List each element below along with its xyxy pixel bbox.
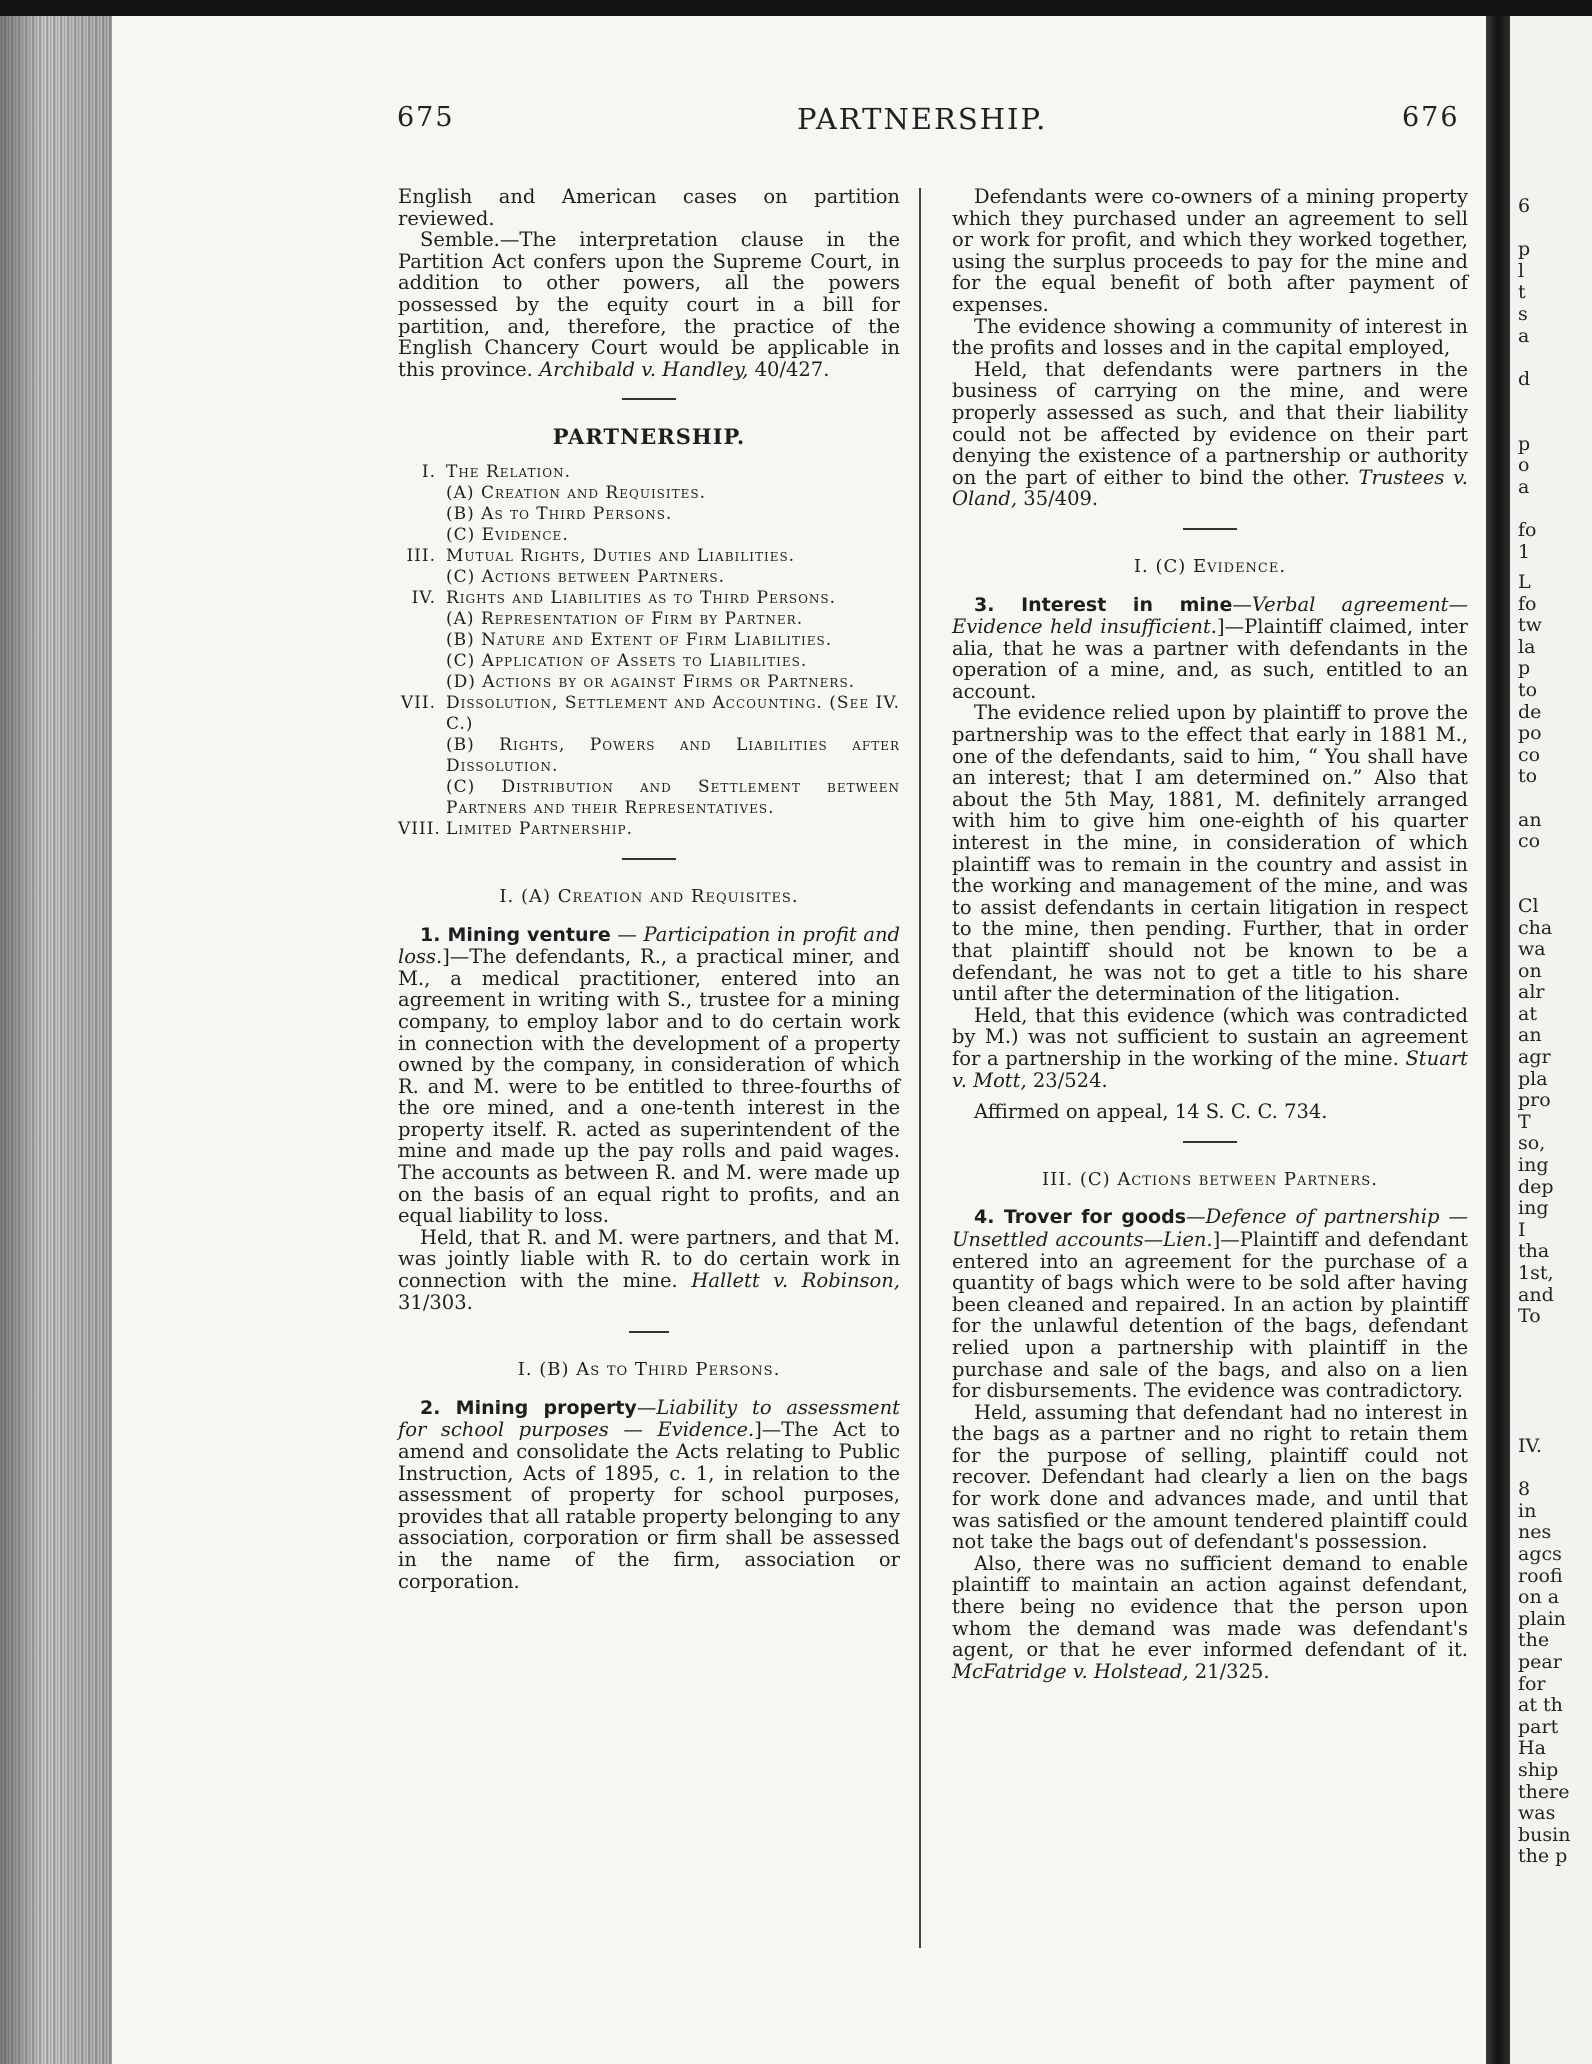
facing-fragment-line: ship <box>1518 1758 1559 1781</box>
case-3 <box>952 594 1468 703</box>
case-4-also: Also, there was no sufficient demand to enable plaintiff to maintain an action against defendant, there being no evidence that the person upon whom the demand was made was defendant's agent, or that he ever informed defendant of it. <box>952 1551 1468 1662</box>
facing-fragment-line: p <box>1518 238 1531 261</box>
partition-semble-text: Semble.—The interpretation clause in the Partition Act confers upon the Supreme Court, in addition to other powers, all the powers possessed by the equity court in a bill for partition, and, therefore, the practice of the English Chancery Court would be applicable in this province. <box>398 228 900 381</box>
case-4-title: 4. Trover for goods <box>974 1206 1187 1229</box>
case-4-also-para <box>952 1553 1468 1683</box>
case-2-title: 2. Mining property <box>420 1396 637 1419</box>
toc-text: Limited Partnership. <box>446 818 633 839</box>
toc-num: III. <box>406 545 436 566</box>
facing-fragment-line: ing <box>1518 1154 1549 1177</box>
facing-fragment-line: alr <box>1518 981 1545 1004</box>
facing-fragment-line: Ha <box>1518 1737 1546 1760</box>
subhead-iiic: III. (C) Actions between Partners. <box>1042 1168 1378 1190</box>
facing-fragment-line: agcs <box>1518 1542 1562 1565</box>
toc-entry-iiic: (C) Actions between Partners. <box>446 566 726 587</box>
facing-fragment-line: wa <box>1518 938 1546 961</box>
case-4 <box>952 1206 1468 1401</box>
facing-fragment-line: t <box>1518 281 1526 304</box>
case-1-citation: Hallett v. Robinson, <box>691 1269 901 1293</box>
facing-fragment-line: fo <box>1518 592 1537 615</box>
facing-fragment-line: on a <box>1518 1586 1560 1609</box>
toc-entry-viib: (B) Rights, Powers and Liabilities after Dissolution. <box>446 734 900 776</box>
facing-fragment-line <box>1510 788 1592 810</box>
case-4-body: ]—Plaintiff and defendant entered into an agreement for the purchase of a quantity of bags which were to be sold after having been cleaned and repaired. In an action by plaintiff for the unlawful detention of the bags, defendant relied upon a partnership with plaintiff in the purchase and sale of the bags, and also on a lien for disbursements. The evidence was contradictory. <box>952 1227 1468 1403</box>
case-4-cite-ref: 21/325. <box>1194 1659 1270 1683</box>
partition-reviewed: English and American cases on partition reviewed. <box>398 185 900 230</box>
facing-fragment-line <box>1510 347 1592 369</box>
facing-fragment-line: for <box>1518 1672 1546 1695</box>
facing-fragment-line: plain <box>1518 1607 1566 1630</box>
case-3-citation: Stuart v. Mott, <box>952 1046 1468 1092</box>
toc-text: Mutual Rights, Duties and Liabilities. <box>446 545 796 566</box>
facing-fragment-line: L <box>1518 571 1531 593</box>
page-number-right: 676 <box>1402 102 1460 133</box>
toc-num: IV. <box>411 587 436 608</box>
facing-fragment-line: there <box>1518 1780 1570 1803</box>
left-column <box>398 186 900 1592</box>
facing-fragment-line: d <box>1518 367 1531 390</box>
facing-fragment-line: roofi <box>1518 1564 1563 1587</box>
case-2-citation: Trustees v. Oland, <box>952 465 1468 511</box>
case-3-held: Held, that this evidence (which was contradicted by M.) was not sufficient to sustain an agreement for a partnership in the working of the mine. <box>952 1003 1468 1070</box>
case-2-held-para <box>952 359 1468 510</box>
section-title: PARTNERSHIP. <box>552 424 746 450</box>
facing-fragment-line: the p <box>1518 1845 1568 1868</box>
facing-fragment-line: tha <box>1518 1240 1550 1263</box>
case-3-topic: —Verbal agreement— Evidence held insufficient. <box>952 592 1468 639</box>
facing-fragment-line: co <box>1518 743 1541 766</box>
case-3-title: 3. Interest in mine <box>974 593 1233 616</box>
facing-fragment-mid <box>1510 572 1592 1328</box>
divider-rule <box>1183 1141 1237 1143</box>
partition-citation: Archibald v. Handley, <box>539 357 749 381</box>
case-2-held: Held, that defendants were partners in the business of carrying on the mine, and were properly assessed as such, and that their liability could not be affected by evidence on their part denying the existence of a partnership or authority on the part of either to bind the other. <box>952 357 1468 489</box>
facing-fragment-line: co <box>1518 830 1541 853</box>
facing-fragment-line: the <box>1518 1629 1550 1652</box>
scan-top-band <box>0 0 1592 16</box>
divider-rule <box>622 398 676 400</box>
left-page <box>112 16 1490 2064</box>
subhead-ia: I. (A) Creation and Requisites. <box>499 885 799 907</box>
toc-text: Rights and Liabilities as to Third Persons. <box>446 587 837 608</box>
facing-fragment-line: an <box>1518 808 1542 831</box>
facing-fragment-line: pear <box>1518 1650 1562 1673</box>
toc-entry-ia: (A) Creation and Requisites. <box>446 482 707 503</box>
case-1-title: 1. Mining venture <box>420 923 611 946</box>
toc-entry-ic: (C) Evidence. <box>446 524 569 545</box>
divider-rule <box>629 1331 669 1333</box>
facing-fragment-line: pro <box>1518 1089 1551 1112</box>
case-2-body: ]—The Act to amend and consolidate the Acts relating to Public Instruction, Acts of 1895, c. 1, in relation to the assessment of property for school purposes, provides that all ratable property belonging to any association, corporation or firm shall be assessed in the name of the firm, association or corporation. <box>398 1418 900 1593</box>
case-3-evidence: The evidence relied upon by plaintiff to prove the partnership was to the effect that early in 1881 M., one of the defendants, said to him, “ You shall have an interest; that I am determined on.” Also that about the 5th May, 1881, M. definitely arranged with him to give him one-eighth of his quarter interest in the mine, in consideration of which plaintiff was to remain in the country and assist in the working and management of the mine, and was to assist defendants in certain litigation in respect to the mine, then pending. Further, that in order that plaintiff should not be known to be a defendant, he was not to get a title to his share until after the determination of the litigation. <box>952 701 1468 1006</box>
case-4-topic: —Defence of partnership — Unsettled accounts—Lien. <box>952 1205 1468 1251</box>
case-1-held: Held, that R. and M. were partners, and that M. was jointly liable with R. to do certain work in connection with the mine. <box>398 1225 900 1293</box>
case-1-body: ]—The defendants, R., a practical miner, and M., a medical practitioner, entered into an agreement in writing with S., trustee for a mining company, to employ labor and to do certain work in connection with the development of a property owned by the company, in consideration of which R. and M. were to be entitled to three-fourths of the ore mined, and a one-tenth interest in the property itself. R. acted as superintendent of the mine and made up the pay rolls and paid wages. The accounts as between R. and M. were made up on the basis of an equal right to profits, and an equal liability to loss. <box>398 945 900 1228</box>
column-divider <box>919 188 921 1948</box>
partition-cite-ref: 40/427. <box>754 357 830 381</box>
facing-fragment-line: o <box>1518 454 1530 477</box>
facing-fragment-line: fo <box>1518 518 1537 541</box>
case-1-topic: — Participation in profit and loss. <box>398 922 901 969</box>
facing-fragment-line: IV. <box>1518 1435 1542 1457</box>
table-of-contents <box>398 462 900 840</box>
facing-fragment-line: cha <box>1518 916 1553 939</box>
page-number-left: 675 <box>397 102 455 133</box>
facing-fragment-line: at <box>1518 1002 1537 1025</box>
toc-entry-ivb: (B) Nature and Extent of Firm Liabilities. <box>446 629 833 650</box>
facing-fragment-line <box>1510 412 1592 434</box>
facing-fragment-line: so, <box>1518 1132 1546 1155</box>
facing-fragment-line: on <box>1518 959 1542 982</box>
facing-fragment-line: a <box>1518 324 1530 347</box>
toc-num: VIII. <box>398 818 441 839</box>
facing-fragment-line: p <box>1518 657 1531 680</box>
partition-semble <box>398 229 900 380</box>
toc-entry-ib: (B) As to Third Persons. <box>446 503 673 524</box>
toc-entry-viic: (C) Distribution and Settlement between Partners and their Representatives. <box>446 776 900 818</box>
divider-rule <box>1183 528 1237 530</box>
facing-fragment-top <box>1510 196 1592 585</box>
toc-entry-iv <box>398 588 900 609</box>
case-3-cite-ref: 23/524. <box>1032 1068 1108 1092</box>
divider-rule <box>622 858 676 860</box>
book-gutter <box>1486 16 1510 2064</box>
facing-fragment-line: dep <box>1518 1175 1554 1198</box>
facing-fragment-line: nes <box>1518 1521 1552 1544</box>
facing-fragment-line: l <box>1518 259 1525 282</box>
case-4-held: Held, assuming that defendant had no interest in the bags as a partner and no right to retain them for the purpose of selling, plaintiff could not recover. Defendant had clearly a lien on the bags for work done and advances made, and until that was satisfied or the amount tendered plaintiff could not take the bags out of defendant's possession. <box>952 1400 1468 1554</box>
facing-page-fragment <box>1510 16 1592 2064</box>
facing-fragment-line <box>1510 498 1592 520</box>
facing-fragment-line: and <box>1518 1283 1554 1306</box>
toc-text: The Relation. <box>446 461 571 482</box>
toc-entry-iva: (A) Representation of Firm by Partner. <box>446 608 804 629</box>
case-2-topic: —Liability to assessment for school purposes — Evidence. <box>398 1395 900 1442</box>
case-2 <box>398 1397 900 1592</box>
facing-fragment-line: 6 <box>1518 195 1531 217</box>
case-1-held-para <box>398 1227 900 1313</box>
facing-fragment-line: la <box>1518 635 1536 658</box>
facing-fragment-line: Cl <box>1518 894 1539 917</box>
toc-entry-i <box>398 462 900 483</box>
toc-entry-ivc: (C) Application of Assets to Liabilities. <box>446 650 808 671</box>
case-2-cont-a: Defendants were co-owners of a mining property which they purchased under an agreement to sell or work for profit, and which they worked together, using the surplus proceeds to pay for the mine and for the equal benefit of both after payment of expenses. <box>952 185 1468 316</box>
facing-fragment-line: po <box>1518 722 1542 745</box>
case-3-affirmed: Affirmed on appeal, 14 S. C. C. 734. <box>974 1100 1328 1124</box>
facing-fragment-line: an <box>1518 1024 1542 1047</box>
toc-num: I. <box>421 461 436 482</box>
facing-fragment-line: s <box>1518 302 1528 325</box>
facing-fragment-line: busin <box>1518 1823 1571 1846</box>
facing-fragment-line: in <box>1518 1499 1537 1522</box>
case-2-cont-b: The evidence showing a community of interest in the profits and losses and in the capital employed, <box>952 314 1468 360</box>
facing-fragment-line: 1 <box>1518 540 1531 563</box>
case-3-body: ]—Plaintiff claimed, inter alia, that he was a partner with defendants in the operation of a mine, and, as such, entitled to an account. <box>952 615 1469 703</box>
facing-fragment-line: I <box>1518 1218 1526 1241</box>
case-4-citation: McFatridge v. Holstead, <box>952 1659 1189 1683</box>
facing-fragment-line: 1st, <box>1518 1262 1554 1284</box>
facing-fragment-line: at th <box>1518 1694 1563 1717</box>
toc-entry-viii <box>398 819 900 840</box>
facing-fragment-line: To <box>1518 1305 1541 1328</box>
facing-fragment-line: 8 <box>1518 1478 1531 1501</box>
right-column <box>952 186 1468 1682</box>
subhead-ib: I. (B) As to Third Persons. <box>517 1359 781 1381</box>
facing-fragment-line: tw <box>1518 614 1542 637</box>
facing-fragment-line: p <box>1518 432 1531 455</box>
toc-text: Dissolution, Settlement and Accounting. (See IV. C.) <box>446 692 900 734</box>
facing-fragment-line <box>1510 853 1592 875</box>
book-edge-shadow <box>0 16 112 2064</box>
facing-fragment-line: de <box>1518 700 1542 723</box>
facing-fragment-line <box>1510 390 1592 412</box>
facing-fragment-line: was <box>1518 1802 1556 1825</box>
facing-fragment-line: ing <box>1518 1197 1549 1220</box>
facing-fragment-bottom <box>1510 1436 1592 1868</box>
toc-entry-vii <box>398 693 900 735</box>
facing-fragment-line <box>1510 218 1592 240</box>
facing-fragment-line: T <box>1518 1110 1531 1133</box>
facing-fragment-line: to <box>1518 765 1538 788</box>
case-1-cite-ref: 31/303. <box>398 1290 473 1314</box>
facing-fragment-line: agr <box>1518 1046 1551 1069</box>
facing-fragment-line <box>1510 874 1592 896</box>
subhead-ic: I. (C) Evidence. <box>1133 555 1287 577</box>
toc-num: VII. <box>400 692 436 713</box>
case-1 <box>398 924 900 1227</box>
running-title: PARTNERSHIP. <box>797 102 1048 136</box>
toc-entry-iii <box>398 546 900 567</box>
facing-fragment-line: part <box>1518 1715 1559 1738</box>
facing-fragment-line: a <box>1518 475 1530 498</box>
facing-fragment-line <box>1510 1458 1592 1480</box>
facing-fragment-line: to <box>1518 678 1538 701</box>
case-3-held-para <box>952 1005 1468 1091</box>
facing-fragment-line: pla <box>1518 1067 1548 1090</box>
toc-entry-ivd: (D) Actions by or against Firms or Partners. <box>446 671 856 692</box>
case-2-cite-ref: 35/409. <box>1023 487 1099 511</box>
